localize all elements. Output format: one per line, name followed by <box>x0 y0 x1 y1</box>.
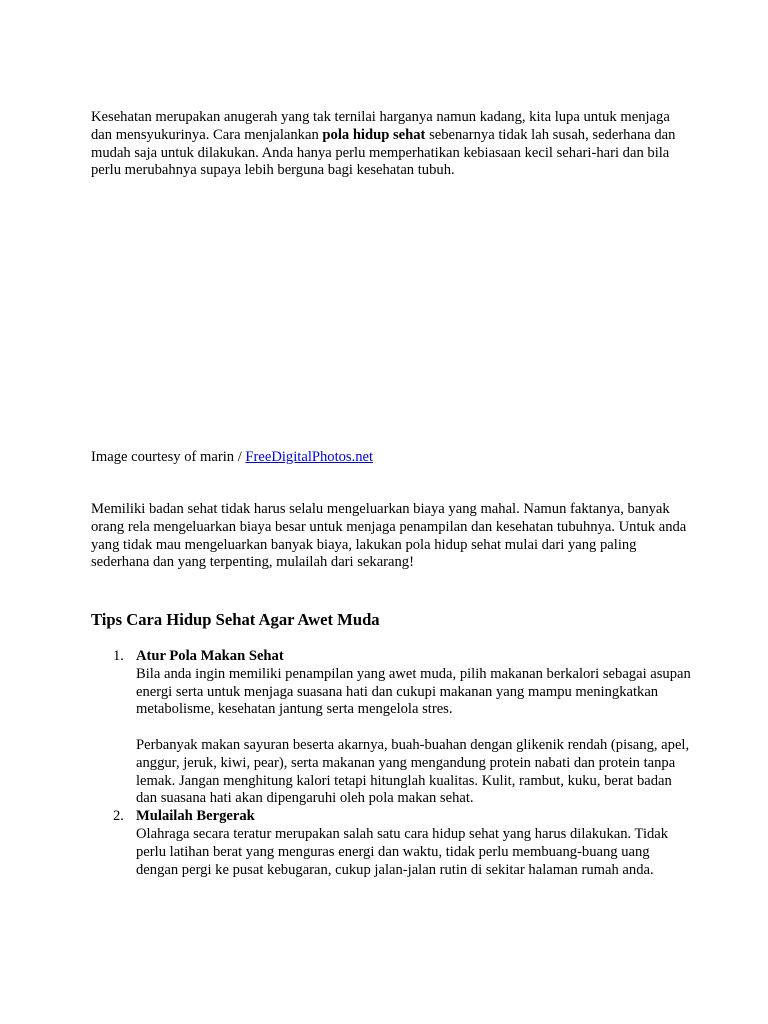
tip-title: Atur Pola Makan Sehat <box>136 648 284 664</box>
freedigitalphotos-link[interactable]: FreeDigitalPhotos.net <box>245 449 374 465</box>
intro-paragraph <box>91 109 691 180</box>
body-paragraph-2: Memiliki badan sehat tidak harus selalu mengeluarkan biaya yang mahal. Namun faktanya, banyak orang rela mengeluarkan biaya besar untuk menjaga penampilan dan kesehatan tubuhnya. Untuk anda yang tidak mau mengeluarkan banyak biaya, lakukan pola hidup sehat mulai dari yang paling sederhana dan yang terpenting, mulailah dari sekarang! <box>91 501 687 571</box>
list-number: 1. <box>113 648 124 664</box>
tip-body: Olahraga secara teratur merupakan salah satu cara hidup sehat yang harus dilakukan. Tidak perlu latihan berat yang menguras energi dan waktu, tidak perlu membuang-buang uang dengan pergi ke pusat kebugaran, cukup jalan-jalan rutin di sekitar halaman rumah anda. <box>136 825 669 878</box>
tip-title: Mulailah Bergerak <box>136 808 255 825</box>
list-item <box>91 648 691 808</box>
list-item <box>91 808 691 879</box>
tips-list <box>91 648 691 879</box>
tip-body: Bila anda ingin memiliki penampilan yang awet muda, pilih makanan berkalori sebagai asupan energi serta untuk menjaga suasana hati dan cukupi makanan yang mampu meningkatkan metabolisme, kesehatan jantung serta mengelola stres. <box>136 665 691 718</box>
caption-text: Image courtesy of marin / <box>91 449 246 465</box>
intro-text-start: Kesehatan merupakan anugerah yang tak ternilai harganya namun kadang, kita lupa untuk menjaga dan mensyukurinya. Cara menjalankan <box>91 109 670 143</box>
tip-body: Perbanyak makan sayuran beserta akarnya, buah-buahan dengan glikenik rendah (pisang, apel, anggur, jeruk, kiwi, pear), serta makanan yang mengandung protein nabati dan protein tanpa lemak. Jangan menghitung kalori tetapi hitunglah kualitas. Kulit, rambut, kuku, berat badan dan suasana hati akan dipengaruhi oleh pola makan sehat. <box>136 736 690 807</box>
list-number: 2. <box>113 808 124 825</box>
section-heading: Tips Cara Hidup Sehat Agar Awet Muda <box>91 610 380 629</box>
intro-text-end: sebenarnya tidak lah susah, sederhana dan mudah saja untuk dilakukan. Anda hanya perlu memperhatikan kebiasaan kecil sehari-hari dan bila perlu merubahnya supaya lebih berguna bagi kesehatan tubuh. <box>91 126 676 179</box>
intro-bold-phrase: pola hidup sehat <box>322 126 426 143</box>
paragraph-gap <box>136 719 691 737</box>
image-caption <box>91 449 691 467</box>
